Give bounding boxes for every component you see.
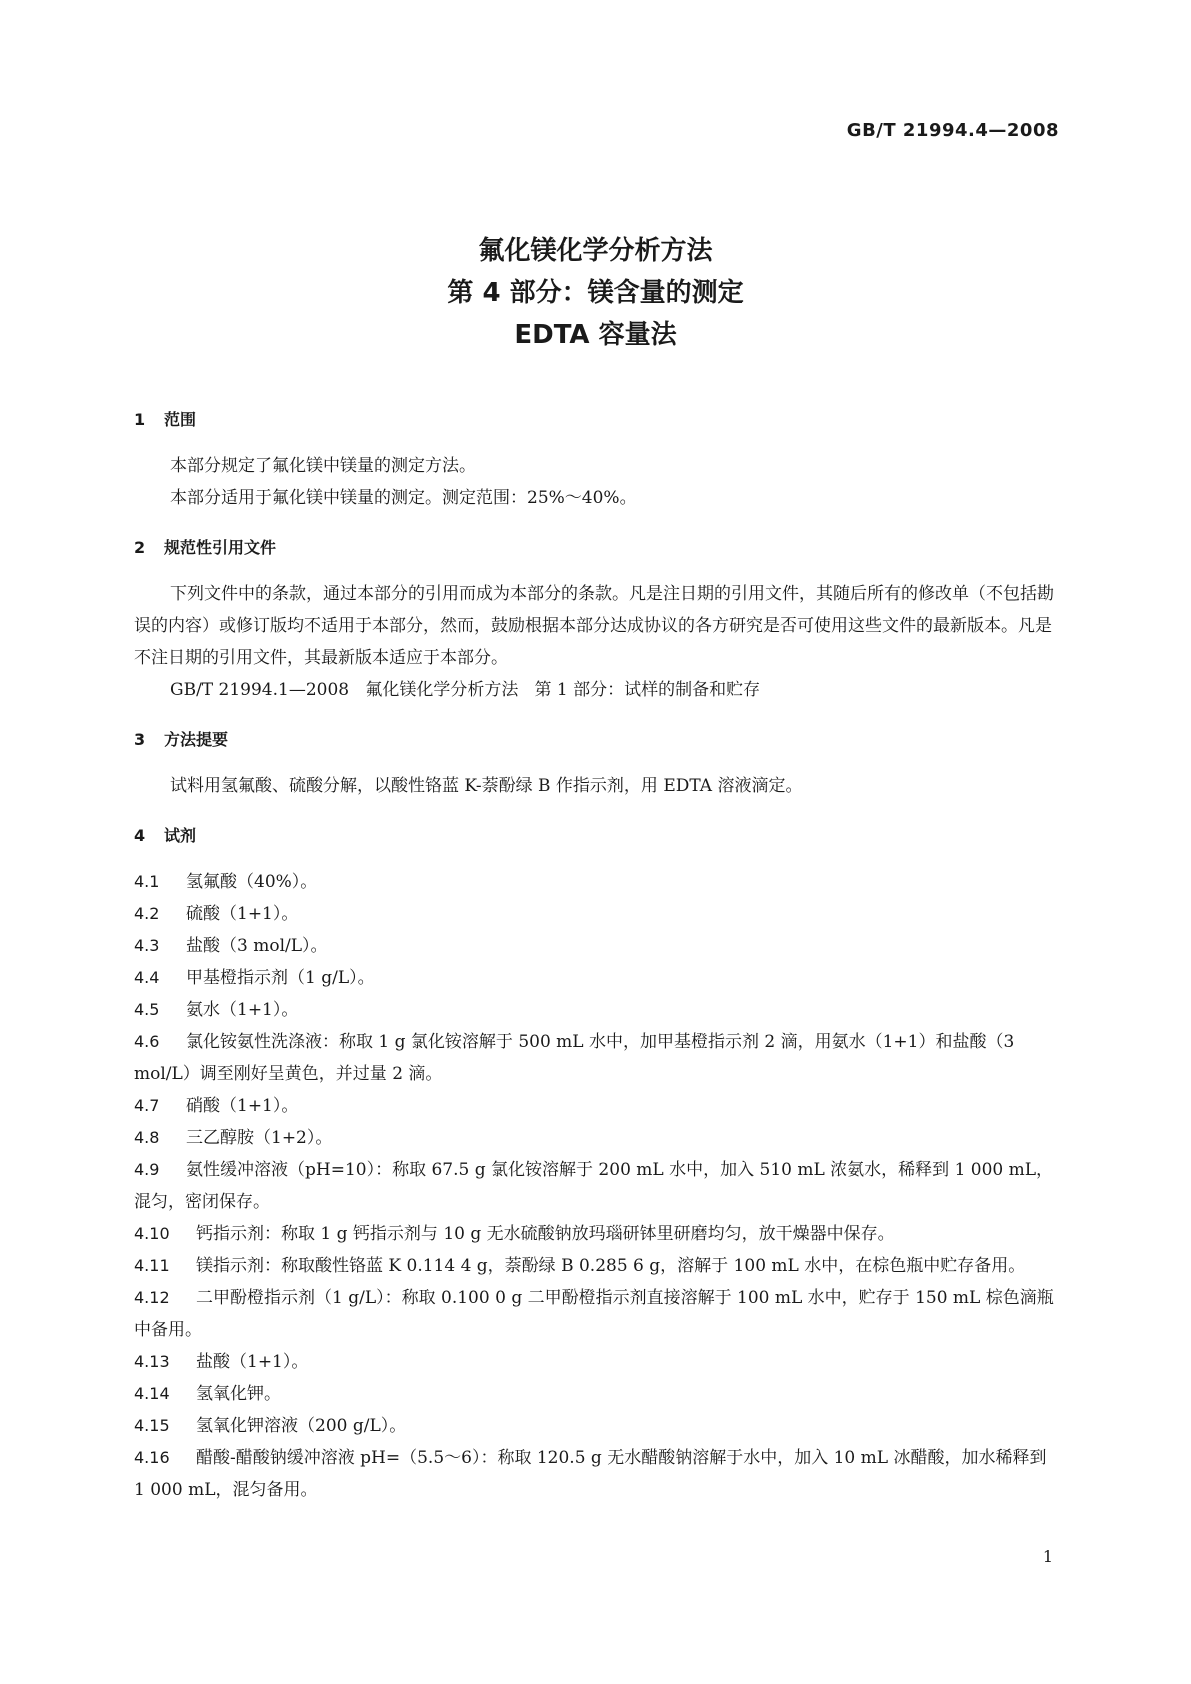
reagent-text: 镁指示剂：称取酸性铬蓝 K 0.114 4 g，萘酚绿 B 0.285 6 g，溶解于 100 mL 水中，在棕色瓶中贮存备用。 <box>196 1256 1026 1276</box>
reagent-item <box>134 866 1054 898</box>
reagent-item <box>134 1090 1054 1122</box>
section-2-paragraph-1: 下列文件中的条款，通过本部分的引用而成为本部分的条款。凡是注日期的引用文件，其随后所有的修改单（不包括勘误的内容）或修订版均不适用于本部分，然而，鼓励根据本部分达成协议的各方研究是否可使用这些文件的最新版本。凡是不注日期的引用文件，其最新版本适应于本部分。 <box>134 584 1054 668</box>
reagent-number: 4.1 <box>134 872 160 891</box>
section-3-paragraph-1: 试料用氢氟酸、硫酸分解，以酸性铬蓝 K-萘酚绿 B 作指示剂，用 EDTA 溶液滴定。 <box>170 776 803 796</box>
reagent-number: 4.5 <box>134 1000 160 1019</box>
section-4-heading <box>134 824 1054 848</box>
reagent-item <box>134 1282 1054 1346</box>
reagent-number: 4.6 <box>134 1032 160 1051</box>
reagent-item <box>134 1218 1054 1250</box>
reagent-text: 氢氧化钾溶液（200 g/L）。 <box>196 1416 407 1436</box>
reagent-number: 4.4 <box>134 968 160 987</box>
reagent-text: 氨水（1+1）。 <box>186 1000 299 1020</box>
reagent-item <box>134 1250 1054 1282</box>
title-line-1: 氟化镁化学分析方法 <box>478 236 713 266</box>
document-title <box>0 230 1191 356</box>
title-line-2: 第 4 部分：镁含量的测定 <box>447 278 744 308</box>
normative-reference: GB/T 21994.1—2008 氟化镁化学分析方法 第 1 部分：试样的制备和贮存 <box>170 680 761 700</box>
section-number: 1 <box>134 410 146 429</box>
reagent-item <box>134 1346 1054 1378</box>
section-number: 3 <box>134 730 146 749</box>
reagent-text: 盐酸（1+1）。 <box>196 1352 309 1372</box>
reagent-item <box>134 1154 1054 1218</box>
reagent-number: 4.9 <box>134 1160 160 1179</box>
reagent-number: 4.12 <box>134 1288 170 1307</box>
reagent-number: 4.8 <box>134 1128 160 1147</box>
reagent-item <box>134 1410 1054 1442</box>
reagent-item <box>134 1122 1054 1154</box>
reagent-text: 硝酸（1+1）。 <box>186 1096 299 1116</box>
reagent-text: 二甲酚橙指示剂（1 g/L）：称取 0.100 0 g 二甲酚橙指示剂直接溶解于 100 mL 水中，贮存于 150 mL 棕色滴瓶中备用。 <box>134 1288 1054 1340</box>
section-1-paragraph-2: 本部分适用于氟化镁中镁量的测定。测定范围：25%～40%。 <box>170 488 637 508</box>
reagent-text: 甲基橙指示剂（1 g/L）。 <box>186 968 375 988</box>
reagent-text: 钙指示剂：称取 1 g 钙指示剂与 10 g 无水硫酸钠放玛瑙研钵里研磨均匀，放干燥器中保存。 <box>196 1224 895 1244</box>
reagent-text: 氢氧化钾。 <box>196 1384 281 1404</box>
section-1-paragraph-1: 本部分规定了氟化镁中镁量的测定方法。 <box>170 456 476 476</box>
page-body <box>134 408 1054 1506</box>
section-number: 4 <box>134 826 146 845</box>
reagent-number: 4.10 <box>134 1224 170 1243</box>
reagent-item <box>134 962 1054 994</box>
reagent-number: 4.15 <box>134 1416 170 1435</box>
section-2-heading <box>134 536 1054 560</box>
reagent-text: 氢氟酸（40%）。 <box>186 872 318 892</box>
reagent-number: 4.14 <box>134 1384 170 1403</box>
section-1-heading <box>134 408 1054 432</box>
page-number: 1 <box>1042 1547 1053 1566</box>
reagent-item <box>134 1378 1054 1410</box>
section-number: 2 <box>134 538 146 557</box>
reagent-item <box>134 898 1054 930</box>
reagent-number: 4.3 <box>134 936 160 955</box>
reagent-text: 硫酸（1+1）。 <box>186 904 299 924</box>
standard-code: GB/T 21994.4—2008 <box>846 120 1059 141</box>
reagent-text: 盐酸（3 mol/L）。 <box>186 936 328 956</box>
section-title: 试剂 <box>164 826 197 845</box>
reagent-number: 4.11 <box>134 1256 170 1275</box>
reagent-number: 4.16 <box>134 1448 170 1467</box>
reagent-item <box>134 994 1054 1026</box>
section-title: 规范性引用文件 <box>164 538 277 557</box>
reagent-number: 4.7 <box>134 1096 160 1115</box>
reagent-text: 醋酸-醋酸钠缓冲溶液 pH=（5.5～6）：称取 120.5 g 无水醋酸钠溶解于水中，加入 10 mL 冰醋酸，加水稀释到 1 000 mL，混匀备用。 <box>134 1448 1047 1500</box>
reagent-text: 氨性缓冲溶液（pH=10）：称取 67.5 g 氯化铵溶解于 200 mL 水中，加入 510 mL 浓氨水，稀释到 1 000 mL，混匀，密闭保存。 <box>134 1160 1054 1212</box>
section-title: 范围 <box>164 410 197 429</box>
section-title: 方法提要 <box>164 730 229 749</box>
reagent-item <box>134 930 1054 962</box>
reagent-text: 氯化铵氨性洗涤液：称取 1 g 氯化铵溶解于 500 mL 水中，加甲基橙指示剂 2 滴，用氨水（1+1）和盐酸（3 mol/L）调至刚好呈黄色，并过量 2 滴。 <box>134 1032 1015 1084</box>
title-line-3: EDTA 容量法 <box>514 320 677 350</box>
section-3-heading <box>134 728 1054 752</box>
reagent-text: 三乙醇胺（1+2）。 <box>186 1128 333 1148</box>
reagent-item <box>134 1442 1054 1506</box>
reagent-item <box>134 1026 1054 1090</box>
reagent-number: 4.13 <box>134 1352 170 1371</box>
reagent-number: 4.2 <box>134 904 160 923</box>
